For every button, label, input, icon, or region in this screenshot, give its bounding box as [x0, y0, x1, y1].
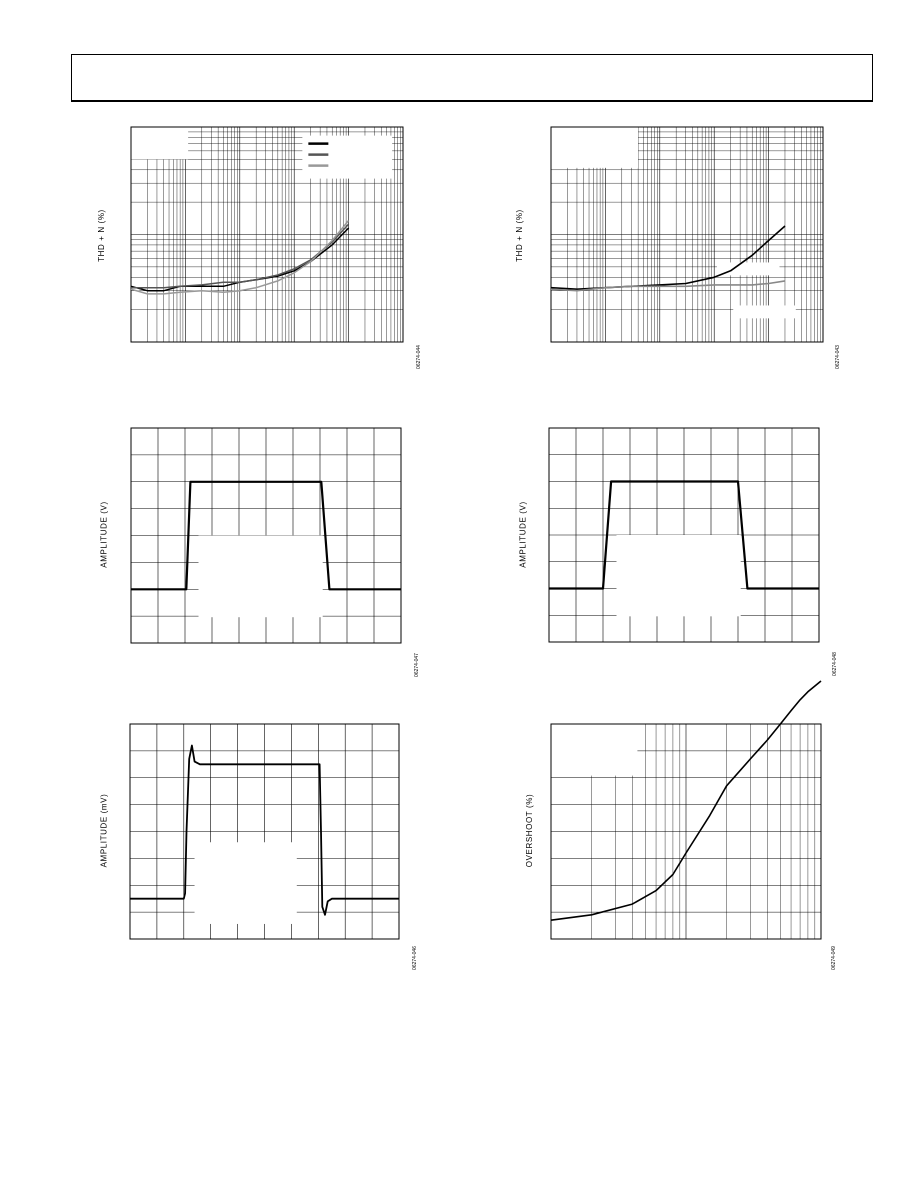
annotation-area: [551, 724, 637, 776]
y-axis-label: THD + N (%): [514, 209, 524, 262]
pulse-chart-right: [549, 428, 819, 642]
series-line-2: [551, 281, 785, 291]
thd-chart-right: [551, 127, 823, 342]
annotation-area: [195, 842, 297, 924]
overshoot-chart: [551, 724, 821, 939]
annotation-area: [733, 305, 796, 318]
annotation-area: [617, 535, 741, 616]
y-axis-label: AMPLITUDE (V): [99, 501, 109, 568]
thd-chart-left: [131, 127, 403, 342]
figure-id: 06274-047: [413, 653, 420, 677]
y-axis-label: AMPLITUDE (V): [518, 501, 528, 568]
y-axis-label: OVERSHOOT (%): [525, 793, 535, 868]
legend-box: [302, 136, 392, 179]
figure-id: 06274-048: [831, 652, 838, 676]
figure-id: 06274-044: [415, 345, 422, 369]
figure-id: 06274-043: [834, 345, 841, 369]
pulse-chart-left: [131, 428, 401, 643]
figure-id: 06274-049: [830, 946, 837, 970]
annotation-area: [131, 127, 188, 159]
y-axis-label: THD + N (%): [96, 209, 106, 262]
annotation-area: [717, 262, 780, 275]
annotation-area: [199, 536, 323, 618]
annotation-area: [551, 127, 638, 168]
y-axis-label: AMPLITUDE (mV): [99, 793, 109, 868]
figure-id: 06274-046: [411, 946, 418, 970]
page-header-box: [71, 54, 873, 102]
series-line-1: [551, 226, 785, 289]
pulse-chart-small: [130, 724, 399, 939]
